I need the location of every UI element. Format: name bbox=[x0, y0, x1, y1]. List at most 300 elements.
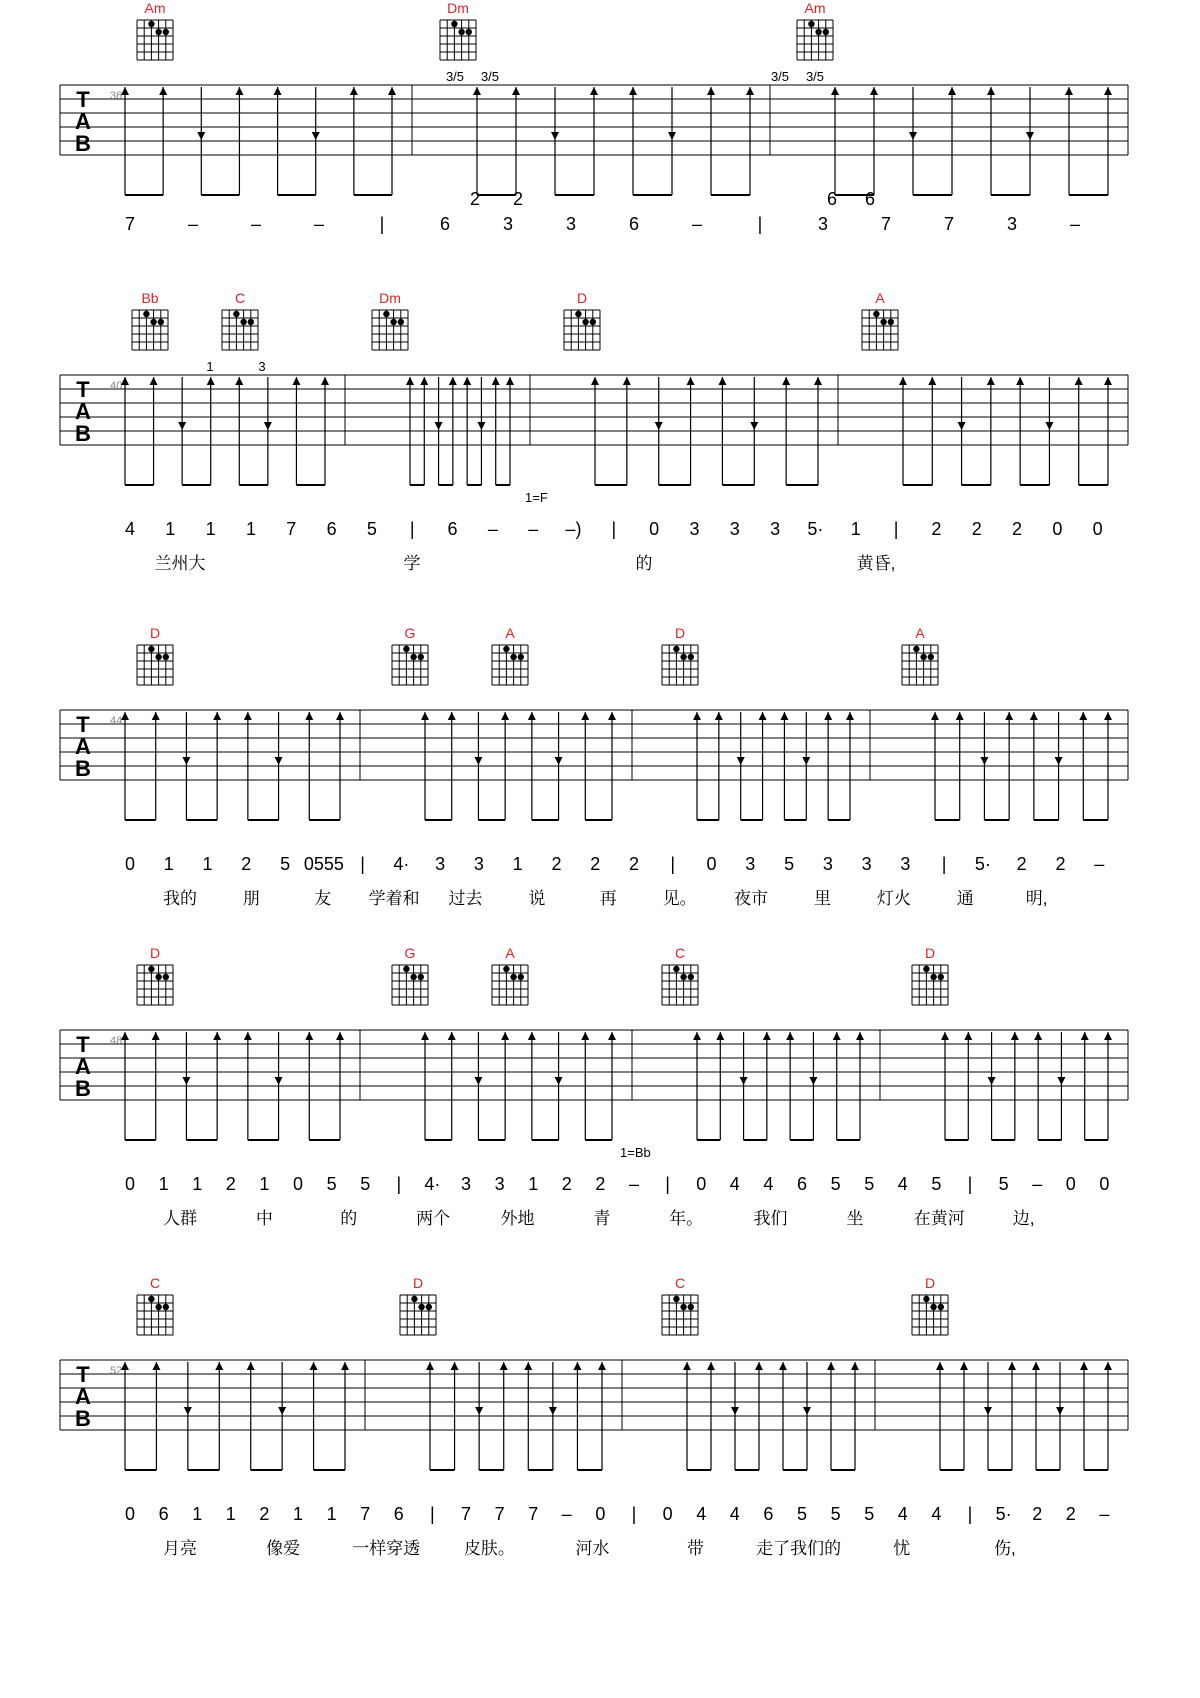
finger-dot bbox=[913, 646, 919, 652]
up-arrow-icon bbox=[305, 1032, 313, 1040]
chord-diagram bbox=[132, 290, 168, 350]
up-arrow-icon bbox=[207, 377, 215, 385]
chord-name: D bbox=[674, 625, 686, 641]
up-arrow-icon bbox=[581, 1032, 589, 1040]
down-arrow-icon bbox=[312, 132, 320, 140]
chord-name: C bbox=[234, 290, 246, 306]
down-arrow-icon bbox=[1026, 132, 1034, 140]
bar-separator: | bbox=[379, 214, 385, 234]
chord-grid bbox=[372, 310, 408, 350]
down-arrow-icon bbox=[549, 1407, 557, 1415]
jianpu-note: 2 bbox=[561, 1174, 572, 1194]
lyric-word: 的 bbox=[340, 1209, 358, 1228]
chord-diagram bbox=[902, 625, 938, 685]
tab-staff bbox=[60, 375, 1128, 446]
down-arrow-icon bbox=[988, 1077, 996, 1085]
chord-diagram bbox=[372, 290, 408, 350]
finger-dot bbox=[503, 966, 509, 972]
up-arrow-icon bbox=[528, 1032, 536, 1040]
up-arrow-icon bbox=[833, 1032, 841, 1040]
chord-grid bbox=[912, 1295, 948, 1335]
down-arrow-icon bbox=[475, 1407, 483, 1415]
jianpu-note: 7 bbox=[286, 519, 297, 539]
up-arrow-icon bbox=[608, 712, 616, 720]
jianpu-note: 2 bbox=[1055, 854, 1066, 874]
chord-name: A bbox=[915, 625, 925, 641]
bar-separator: | bbox=[967, 1504, 973, 1524]
chord-name: D bbox=[149, 625, 161, 641]
finger-dot bbox=[410, 654, 416, 660]
up-arrow-icon bbox=[159, 87, 167, 95]
jianpu-note: 1 bbox=[292, 1504, 304, 1524]
chord-name: G bbox=[404, 625, 416, 641]
finger-dot bbox=[163, 974, 169, 980]
jianpu-note: 4· bbox=[424, 1174, 441, 1194]
jianpu-note: 1 bbox=[192, 1504, 203, 1524]
jianpu-note: 2 bbox=[241, 854, 252, 874]
jianpu-note: 6 bbox=[158, 1504, 169, 1524]
finger-dot bbox=[451, 21, 457, 27]
jianpu-note: 2 bbox=[259, 1504, 270, 1524]
system-1 bbox=[60, 0, 1128, 234]
jianpu-note: 3 bbox=[502, 214, 514, 234]
chord-name: Dm bbox=[379, 290, 401, 306]
up-arrow-icon bbox=[310, 1362, 318, 1370]
jianpu-upper-note: 6 bbox=[826, 189, 838, 209]
bar-separator: | bbox=[430, 1504, 435, 1524]
chord-grid bbox=[392, 965, 428, 1005]
chord-grid bbox=[137, 1295, 173, 1335]
up-arrow-icon bbox=[421, 1032, 429, 1040]
jianpu-note: 1 bbox=[205, 519, 216, 539]
up-arrow-icon bbox=[1104, 377, 1112, 385]
jianpu-note: 5 bbox=[360, 1174, 371, 1194]
finger-dot bbox=[928, 654, 934, 660]
finger-dot bbox=[938, 1304, 944, 1310]
jianpu-note: 6 bbox=[763, 1504, 774, 1524]
finger-dot bbox=[403, 646, 409, 652]
jianpu-note: 7 bbox=[880, 214, 892, 234]
tab-letter: T bbox=[76, 87, 90, 112]
jianpu-note: 6 bbox=[447, 519, 458, 539]
jianpu-note: 4· bbox=[393, 854, 410, 874]
chord-grid bbox=[137, 965, 173, 1005]
finger-dot bbox=[930, 974, 936, 980]
up-arrow-icon bbox=[274, 87, 282, 95]
jianpu-note: 0 bbox=[662, 1504, 673, 1524]
jianpu-note: 2 bbox=[628, 854, 640, 874]
finger-dot bbox=[575, 311, 581, 317]
up-arrow-icon bbox=[956, 712, 964, 720]
up-arrow-icon bbox=[451, 1362, 459, 1370]
finger-dot bbox=[466, 29, 472, 35]
down-arrow-icon bbox=[551, 132, 559, 140]
down-arrow-icon bbox=[980, 757, 988, 765]
jianpu-note: 1 bbox=[192, 1174, 203, 1194]
bar-number: 44 bbox=[110, 715, 123, 727]
jianpu-note: 2 bbox=[590, 854, 601, 874]
lyric-word: 朋 bbox=[242, 889, 260, 908]
jianpu-note: 0 bbox=[649, 519, 660, 539]
jianpu-note: 7 bbox=[943, 214, 955, 234]
fret-number: 3/5 bbox=[480, 69, 500, 84]
finger-dot bbox=[143, 311, 149, 317]
up-arrow-icon bbox=[305, 712, 313, 720]
jianpu-note: 3 bbox=[817, 214, 829, 234]
bar-separator: | bbox=[757, 214, 763, 234]
up-arrow-icon bbox=[590, 87, 598, 95]
chord-diagram bbox=[440, 0, 476, 60]
up-arrow-icon bbox=[715, 712, 723, 720]
tab-letter: A bbox=[75, 1384, 91, 1409]
up-arrow-icon bbox=[1034, 1032, 1042, 1040]
jianpu-note: – bbox=[313, 214, 325, 234]
down-arrow-icon bbox=[278, 1407, 286, 1415]
down-arrow-icon bbox=[984, 1407, 992, 1415]
lyric-word: 我的 bbox=[163, 889, 197, 908]
jianpu-note: 5· bbox=[995, 1504, 1012, 1524]
finger-dot bbox=[390, 319, 396, 325]
up-arrow-icon bbox=[948, 87, 956, 95]
jianpu-note: 5 bbox=[864, 1174, 875, 1194]
finger-dot bbox=[163, 1304, 169, 1310]
up-arrow-icon bbox=[247, 1362, 255, 1370]
tab-letter: B bbox=[75, 131, 91, 156]
up-arrow-icon bbox=[501, 712, 509, 720]
lyric-word: 人群 bbox=[163, 1209, 197, 1228]
lyric-word: 学着和 bbox=[368, 889, 420, 908]
down-arrow-icon bbox=[474, 1077, 482, 1085]
jianpu-note: – bbox=[561, 1504, 572, 1524]
fret-number: 3 bbox=[258, 359, 266, 374]
chord-diagram bbox=[392, 945, 428, 1005]
system-5 bbox=[60, 1275, 1128, 1558]
lyric-word: 通 bbox=[956, 889, 974, 908]
up-arrow-icon bbox=[500, 1362, 508, 1370]
down-arrow-icon bbox=[275, 1077, 283, 1085]
up-arrow-icon bbox=[964, 1032, 972, 1040]
up-arrow-icon bbox=[448, 1032, 456, 1040]
down-arrow-icon bbox=[184, 1407, 192, 1415]
jianpu-note: 5 bbox=[366, 519, 377, 539]
chord-diagram bbox=[137, 1275, 173, 1335]
up-arrow-icon bbox=[1030, 712, 1038, 720]
jianpu-note: 5 bbox=[864, 1504, 875, 1524]
down-arrow-icon bbox=[555, 1077, 563, 1085]
up-arrow-icon bbox=[693, 712, 701, 720]
jianpu-note: 7 bbox=[460, 1504, 472, 1524]
chord-grid bbox=[564, 310, 600, 350]
chord-diagram bbox=[912, 1275, 948, 1335]
bar-separator: | bbox=[631, 1504, 637, 1524]
jianpu-note: 0 bbox=[595, 1504, 606, 1524]
down-arrow-icon bbox=[668, 132, 676, 140]
jianpu-note: 0 bbox=[1052, 519, 1063, 539]
chord-grid bbox=[912, 965, 948, 1005]
up-arrow-icon bbox=[388, 87, 396, 95]
bar-separator: | bbox=[670, 854, 676, 874]
tab-letter: T bbox=[76, 1362, 90, 1387]
finger-dot bbox=[418, 654, 424, 660]
finger-dot bbox=[815, 29, 821, 35]
chord-grid bbox=[440, 20, 476, 60]
jianpu-note: 5 bbox=[931, 1174, 942, 1194]
jianpu-note: 0 bbox=[706, 854, 717, 874]
lyric-word: 忧 bbox=[893, 1539, 911, 1558]
up-arrow-icon bbox=[292, 377, 300, 385]
finger-dot bbox=[155, 654, 161, 660]
jianpu-note: – bbox=[1032, 1174, 1043, 1194]
finger-dot bbox=[163, 654, 169, 660]
finger-dot bbox=[158, 319, 164, 325]
lyric-word: 友 bbox=[314, 889, 332, 908]
fret-number: 3/5 bbox=[805, 69, 825, 84]
jianpu-note: 3 bbox=[460, 1174, 472, 1194]
jianpu-note: 1 bbox=[245, 519, 256, 539]
tab-letter: A bbox=[75, 1054, 91, 1079]
down-arrow-icon bbox=[750, 422, 758, 430]
chord-grid bbox=[492, 645, 528, 685]
jianpu-note: 3 bbox=[1006, 214, 1018, 234]
up-arrow-icon bbox=[581, 712, 589, 720]
finger-dot bbox=[688, 1304, 694, 1310]
key-signature: 1=Bb bbox=[620, 1145, 651, 1160]
up-arrow-icon bbox=[152, 1362, 160, 1370]
finger-dot bbox=[458, 29, 464, 35]
chord-diagram bbox=[137, 625, 173, 685]
up-arrow-icon bbox=[448, 712, 456, 720]
up-arrow-icon bbox=[512, 87, 520, 95]
tab-letter: T bbox=[76, 712, 90, 737]
bar-number: 48 bbox=[110, 1035, 123, 1047]
jianpu-note: 0 bbox=[696, 1174, 707, 1194]
up-arrow-icon bbox=[1104, 1032, 1112, 1040]
finger-dot bbox=[680, 974, 686, 980]
up-arrow-icon bbox=[1081, 1032, 1089, 1040]
system-3 bbox=[60, 625, 1128, 908]
jianpu-note: – bbox=[528, 519, 539, 539]
chord-name: Am bbox=[144, 0, 166, 16]
finger-dot bbox=[880, 319, 886, 325]
down-arrow-icon bbox=[275, 757, 283, 765]
chord-diagram bbox=[392, 625, 428, 685]
finger-dot bbox=[923, 1296, 929, 1302]
jianpu-note: 1 bbox=[165, 519, 176, 539]
down-arrow-icon bbox=[477, 422, 485, 430]
finger-dot bbox=[808, 21, 814, 27]
chord-diagram bbox=[492, 625, 528, 685]
chord-diagram bbox=[564, 290, 600, 350]
fret-number: 1 bbox=[206, 359, 214, 374]
jianpu-note: 1 bbox=[163, 854, 174, 874]
lyric-word: 带 bbox=[687, 1539, 705, 1558]
down-arrow-icon bbox=[740, 1077, 748, 1085]
tab-letter: B bbox=[75, 421, 91, 446]
jianpu-note: 0 bbox=[124, 854, 136, 874]
fret-number: 3/5 bbox=[770, 69, 790, 84]
up-arrow-icon bbox=[501, 1032, 509, 1040]
up-arrow-icon bbox=[960, 1362, 968, 1370]
bar-separator: | bbox=[967, 1174, 973, 1194]
up-arrow-icon bbox=[693, 1032, 701, 1040]
down-arrow-icon bbox=[474, 757, 482, 765]
jianpu-note: 0 bbox=[292, 1174, 304, 1194]
tab-letter: B bbox=[75, 756, 91, 781]
up-arrow-icon bbox=[851, 1362, 859, 1370]
lyric-word: 说 bbox=[528, 889, 546, 908]
down-arrow-icon bbox=[958, 422, 966, 430]
chord-name: D bbox=[924, 1275, 936, 1291]
jianpu-note: 4 bbox=[897, 1504, 908, 1524]
lyric-word: 中 bbox=[255, 1209, 273, 1228]
finger-dot bbox=[411, 1296, 417, 1302]
jianpu-note: 7 bbox=[494, 1504, 505, 1524]
up-arrow-icon bbox=[150, 377, 158, 385]
chord-diagram bbox=[662, 945, 698, 1005]
jianpu-note: 4 bbox=[696, 1504, 707, 1524]
up-arrow-icon bbox=[608, 1032, 616, 1040]
finger-dot bbox=[888, 319, 894, 325]
up-arrow-icon bbox=[814, 377, 822, 385]
key-signature: 1=F bbox=[525, 490, 548, 505]
jianpu-note: –) bbox=[565, 519, 582, 539]
finger-dot bbox=[673, 1296, 679, 1302]
chord-name: A bbox=[875, 290, 885, 306]
jianpu-note: 0555 bbox=[303, 854, 344, 874]
down-arrow-icon bbox=[178, 422, 186, 430]
up-arrow-icon bbox=[336, 712, 344, 720]
lyric-word: 在黄河 bbox=[913, 1209, 965, 1228]
up-arrow-icon bbox=[683, 1362, 691, 1370]
chord-grid bbox=[222, 310, 258, 350]
systems-layer bbox=[60, 0, 1128, 1558]
jianpu-note: 2 bbox=[225, 1174, 236, 1194]
up-arrow-icon bbox=[1080, 1362, 1088, 1370]
up-arrow-icon bbox=[524, 1362, 532, 1370]
finger-dot bbox=[923, 966, 929, 972]
down-arrow-icon bbox=[182, 1077, 190, 1085]
chord-name: A bbox=[505, 625, 515, 641]
lyric-word: 两个 bbox=[416, 1209, 451, 1228]
finger-dot bbox=[155, 29, 161, 35]
finger-dot bbox=[688, 654, 694, 660]
up-arrow-icon bbox=[421, 712, 429, 720]
jianpu-note: 1 bbox=[850, 519, 861, 539]
chord-diagram bbox=[797, 0, 833, 60]
jianpu-note: 4 bbox=[897, 1174, 908, 1194]
up-arrow-icon bbox=[244, 1032, 252, 1040]
jianpu-note: 3 bbox=[473, 854, 484, 874]
lyric-word: 里 bbox=[813, 889, 831, 908]
up-arrow-icon bbox=[707, 87, 715, 95]
fret-number: 3/5 bbox=[445, 69, 465, 84]
up-arrow-icon bbox=[629, 87, 637, 95]
up-arrow-icon bbox=[235, 377, 243, 385]
bar-number: 40 bbox=[110, 380, 123, 392]
chord-grid bbox=[132, 310, 168, 350]
up-arrow-icon bbox=[987, 377, 995, 385]
jianpu-note: 4 bbox=[124, 519, 136, 539]
up-arrow-icon bbox=[213, 1032, 221, 1040]
jianpu-note: 0 bbox=[1099, 1174, 1110, 1194]
up-arrow-icon bbox=[763, 1032, 771, 1040]
jianpu-note: 2 bbox=[1065, 1504, 1076, 1524]
up-arrow-icon bbox=[1016, 377, 1024, 385]
jianpu-note: 2 bbox=[551, 854, 562, 874]
lyric-word: 伤, bbox=[994, 1539, 1016, 1558]
up-arrow-icon bbox=[1011, 1032, 1019, 1040]
up-arrow-icon bbox=[1008, 1362, 1016, 1370]
jianpu-note: – bbox=[187, 214, 199, 234]
bar-separator: | bbox=[409, 519, 415, 539]
up-arrow-icon bbox=[759, 712, 767, 720]
lyric-word: 青 bbox=[593, 1209, 611, 1228]
up-arrow-icon bbox=[755, 1362, 763, 1370]
jianpu-note: 3 bbox=[822, 854, 833, 874]
up-arrow-icon bbox=[716, 1032, 724, 1040]
jianpu-note: – bbox=[691, 214, 703, 234]
jianpu-note: 3 bbox=[900, 854, 911, 874]
jianpu-note: 4 bbox=[729, 1504, 740, 1524]
chord-name: Dm bbox=[447, 0, 469, 16]
finger-dot bbox=[148, 966, 154, 972]
jianpu-note: 5· bbox=[807, 519, 824, 539]
jianpu-note: 3 bbox=[565, 214, 577, 234]
finger-dot bbox=[873, 311, 879, 317]
jianpu-note: 3 bbox=[745, 854, 756, 874]
chord-diagram bbox=[662, 1275, 698, 1335]
chord-grid bbox=[137, 645, 173, 685]
up-arrow-icon bbox=[473, 87, 481, 95]
up-arrow-icon bbox=[426, 1362, 434, 1370]
jianpu-note: 6 bbox=[393, 1504, 404, 1524]
jianpu-note: 6 bbox=[439, 214, 451, 234]
jianpu-note: 0 bbox=[1092, 519, 1103, 539]
down-arrow-icon bbox=[1055, 757, 1063, 765]
jianpu-note: 5 bbox=[830, 1174, 841, 1194]
up-arrow-icon bbox=[336, 1032, 344, 1040]
down-arrow-icon bbox=[803, 1407, 811, 1415]
finger-dot bbox=[510, 974, 516, 980]
jianpu-note: 3 bbox=[689, 519, 700, 539]
jianpu-note: – bbox=[1099, 1504, 1110, 1524]
jianpu-note: 2 bbox=[1032, 1504, 1043, 1524]
tab-staff bbox=[60, 1360, 1128, 1431]
finger-dot bbox=[150, 319, 156, 325]
up-arrow-icon bbox=[1075, 377, 1083, 385]
up-arrow-icon bbox=[707, 1362, 715, 1370]
up-arrow-icon bbox=[831, 87, 839, 95]
finger-dot bbox=[148, 1296, 154, 1302]
jianpu-note: – bbox=[1094, 854, 1105, 874]
up-arrow-icon bbox=[780, 712, 788, 720]
lyric-word: 见。 bbox=[662, 889, 697, 908]
jianpu-note: 3 bbox=[861, 854, 872, 874]
up-arrow-icon bbox=[341, 1362, 349, 1370]
up-arrow-icon bbox=[928, 377, 936, 385]
jianpu-note: 4 bbox=[763, 1174, 774, 1194]
jianpu-note: 0 bbox=[124, 1174, 136, 1194]
system-4 bbox=[60, 945, 1128, 1228]
finger-dot bbox=[163, 29, 169, 35]
finger-dot bbox=[155, 1304, 161, 1310]
chord-diagram bbox=[492, 945, 528, 1005]
lyric-word: 过去 bbox=[448, 889, 483, 908]
up-arrow-icon bbox=[235, 87, 243, 95]
tab-letter: A bbox=[75, 734, 91, 759]
up-arrow-icon bbox=[779, 1362, 787, 1370]
jianpu-note: 5 bbox=[796, 1504, 808, 1524]
